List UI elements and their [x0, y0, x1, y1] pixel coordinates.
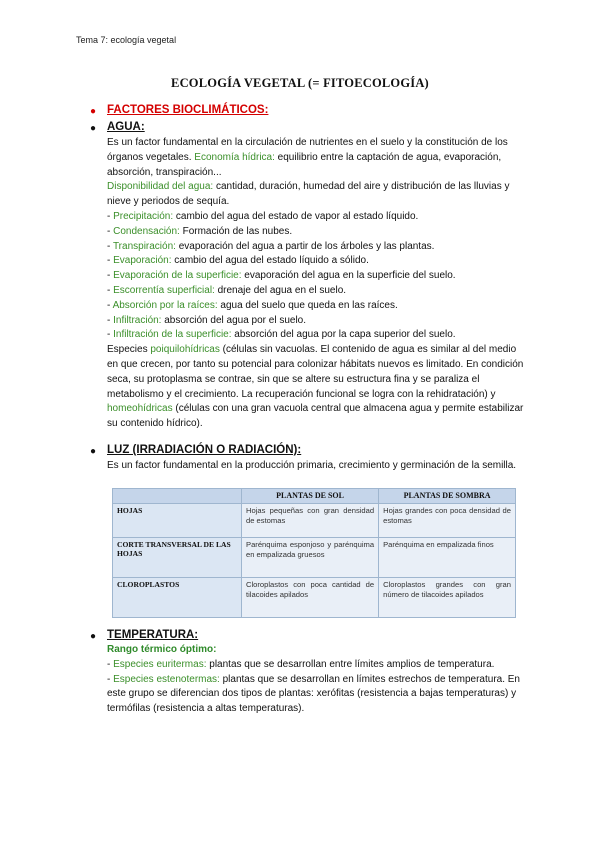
list-item: - Especies estenotermas: plantas que se desarrollan en límites estrechos de temperatura. En este grupo se diferencian dos tipos de plantas: xerófitas (resistencia a bajas temperaturas) y termófilas (resistencia a altas temperaturas). [107, 673, 520, 715]
term-homeohidricas: homeohídricas [107, 403, 173, 415]
table-cell: Hojas pequeñas con gran densidad de estomas [242, 504, 379, 538]
list-item: - Absorción por la raíces: agua del suelo que queda en las raíces. [107, 299, 398, 311]
text: cantidad, duración, humedad del aire y distribución de las lluvias y nieve y periodos de sequía. [107, 181, 510, 208]
term-poiquilohidricas: poiquilohídricas [150, 344, 220, 356]
agua-paragraph-3: Especies poiquilohídricas (células sin vacuolas. El contenido de agua es similar al del medio en que crecen, por tanto su potencial para colonizar hábitats nuevos es limitado. En condición seca, su protoplasma se contrae, sin que se altere su estructura fina y se paraliza el metabolismo y el crecimiento. La recuperación funcional se logra con la rehidratación) y homeohídricas (células con una gran vacuola central que almacena agua y permite estabilizar su contenido hídrico). [107, 344, 524, 430]
section-factores-heading: FACTORES BIOCLIMÁTICOS: [107, 104, 269, 116]
bullet-icon: ● [90, 631, 97, 642]
table-cell: Parénquima esponjoso y parénquima en empalizada gruesos [242, 538, 379, 578]
table-header-cell [113, 489, 242, 504]
table-row [113, 578, 516, 618]
temperatura-body [107, 643, 527, 717]
table-header-row [113, 489, 516, 504]
section-agua-heading: AGUA: [107, 121, 145, 133]
term-estenotermas: Especies estenotermas: [113, 673, 220, 685]
list-item: - Escorrentía superficial: drenaje del agua en el suelo. [107, 284, 347, 296]
table-cell: Cloroplastos grandes con gran número de tilacoides apilados [379, 578, 516, 618]
bullet-icon: ● [90, 123, 97, 134]
luz-paragraph: Es un factor fundamental en la producción primaria, crecimiento y germinación de la semilla. [107, 460, 517, 471]
section-temperatura-heading: TEMPERATURA: [107, 629, 199, 641]
bullet-icon: ● [90, 106, 97, 117]
section-luz-heading: LUZ (IRRADIACIÓN O RADIACIÓN): [107, 444, 302, 456]
luz-comparison-table [112, 488, 516, 618]
list-item: - Evaporación de la superficie: evaporación del agua en la superficie del suelo. [107, 270, 456, 282]
table-header-cell: PLANTAS DE SOMBRA [379, 489, 516, 504]
luz-body [107, 459, 527, 474]
term-disponibilidad: Disponibilidad del agua: [107, 181, 214, 193]
table-cell: Hojas grandes con poca densidad de estomas [379, 504, 516, 538]
agua-paragraph-1 [107, 136, 527, 180]
list-item: - Infiltración: absorción del agua por el suelo. [107, 314, 307, 326]
document-title: ECOLOGÍA VEGETAL (= FITOECOLOGÍA) [171, 76, 429, 90]
list-item: - Especies euritermas: plantas que se desarrollan entre límites amplios de temperatura. [107, 658, 495, 670]
list-item: - Condensación: Formación de las nubes. [107, 225, 293, 237]
table-row-header: CORTE TRANSVERSAL DE LAS HOJAS [113, 538, 242, 578]
agua-body [107, 136, 527, 432]
term-economia-hidrica: Economía hídrica: [194, 151, 275, 163]
text: Es un factor fundamental en la circulación de nutrientes en el suelo y la constitución de los órganos vegetales. [107, 137, 508, 163]
bullet-icon: ● [90, 446, 97, 457]
list-item: - Evaporación: cambio del agua del estado líquido a sólido. [107, 255, 369, 267]
subheading-rango-termico: Rango térmico óptimo: [107, 644, 217, 655]
term-euritermas: Especies euritermas: [113, 658, 207, 670]
list-item: - Infiltración de la superficie: absorción del agua por la capa superior del suelo. [107, 329, 456, 341]
table-row [113, 538, 516, 578]
list-item: - Precipitación: cambio del agua del estado de vapor al estado líquido. [107, 210, 419, 222]
agua-paragraph-2 [107, 180, 527, 210]
table-row-header: CLOROPLASTOS [113, 578, 242, 618]
table-header-cell: PLANTAS DE SOL [242, 489, 379, 504]
list-item: - Transpiración: evaporación del agua a partir de los árboles y las plantas. [107, 240, 435, 252]
text: equilibrio entre la captación de agua, evaporación, absorción, transpiración... [107, 151, 502, 178]
table-cell: Cloroplastos con poca cantidad de tilacoides apilados [242, 578, 379, 618]
table-cell: Parénquima en empalizada finos [379, 538, 516, 578]
page-header: Tema 7: ecología vegetal [76, 35, 177, 45]
table-row [113, 504, 516, 538]
table-row-header: HOJAS [113, 504, 242, 538]
